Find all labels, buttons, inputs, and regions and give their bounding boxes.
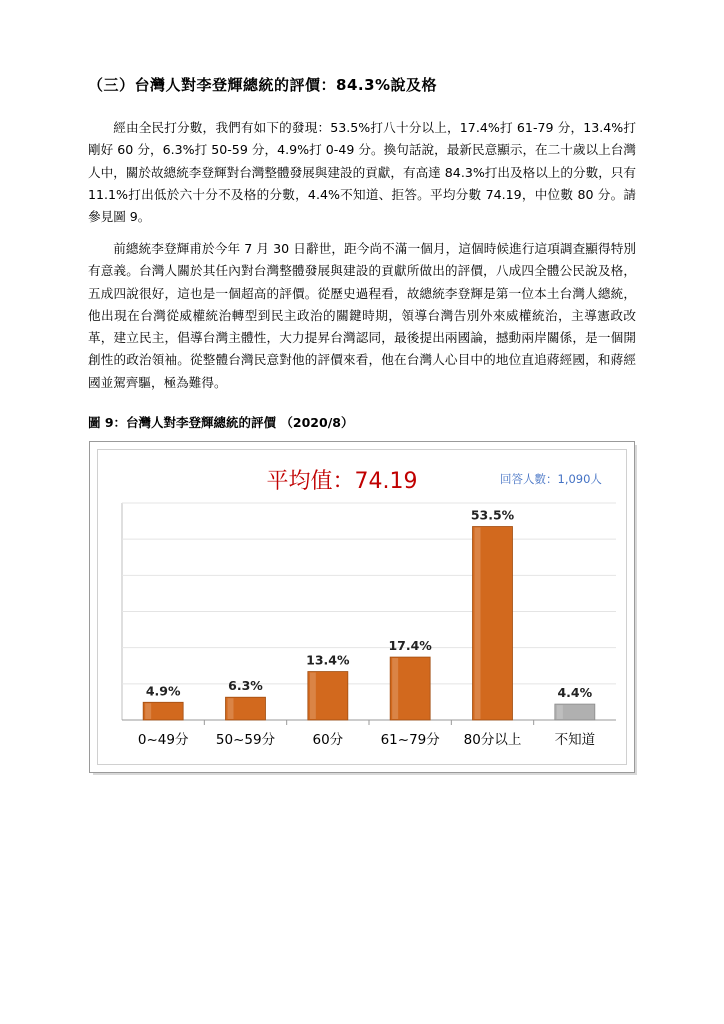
data-label: 13.4%: [306, 652, 350, 668]
bar-highlight: [557, 705, 563, 719]
x-tick-label: 0~49分: [137, 732, 189, 748]
bar-highlight: [145, 703, 151, 719]
data-label: 17.4%: [388, 638, 432, 654]
bar-highlight: [475, 528, 481, 719]
chart-annotation: 回答人數：1,090人: [500, 472, 602, 486]
x-tick-label: 不知道: [554, 732, 596, 748]
chart: [97, 449, 627, 765]
data-label: 4.4%: [557, 685, 593, 701]
figure-caption: 圖 9：台灣人對李登輝總統的評價 （2020/8）: [88, 415, 354, 430]
x-tick-label: 60分: [312, 732, 344, 748]
data-label: 4.9%: [145, 683, 181, 699]
bar-highlight: [228, 698, 234, 719]
section-heading: （三）台灣人對李登輝總統的評價：84.3%說及格: [88, 76, 438, 94]
data-label: 6.3%: [228, 678, 263, 694]
chart-svg: [98, 450, 626, 764]
x-tick-label: 61~79分: [380, 732, 440, 748]
chart-title: 平均值：74.19: [266, 469, 418, 494]
bar-highlight: [310, 673, 316, 719]
paragraph-2: 前總統李登輝甫於今年 7 月 30 日辭世，距今尚不滿一個月，這個時候進行這項調查顯得特別有意義。台灣人關於其任內對台灣整體發展與建設的貢獻所做出的評價，八成四全體公民說及格，五成四說很好，這也是一個超高的評價。從歷史過程看，故總統李登輝是第一位本土台灣人總統，他出現在台灣從威權統治轉型到民主政治的關鍵時期，領導台灣告別外來威權統治，主導憲政改革，建立民主，倡導台灣主體性，大力提昇台灣認同，最後提出兩國論，撼動兩岸關係，是一個開創性的政治領袖。從整體台灣民意對他的評價來看，他在台灣人心目中的地位直追蔣經國，和蔣經國並駕齊驅，極為難得。: [88, 241, 636, 390]
paragraph-1: 經由全民打分數，我們有如下的發現：53.5%打八十分以上，17.4%打 61-79 分，13.4%打剛好 60 分，6.3%打 50-59 分，4.9%打 0-49 分。換句話說，最新民意顯示，在二十歲以上台灣人中，關於故總統李登輝對台灣整體發展與建設的貢獻，有高達 84.3%打出及格以上的分數，只有 11.1%打出低於六十分不及格的分數，4.4%不知道、拒答。平均分數 74.19，中位數 80 分。請參見圖 9。: [88, 120, 636, 225]
bar-highlight: [392, 658, 398, 719]
data-label: 53.5%: [470, 507, 515, 523]
x-tick-label: 50~59分: [215, 732, 276, 748]
x-tick-label: 80分以上: [463, 732, 522, 748]
